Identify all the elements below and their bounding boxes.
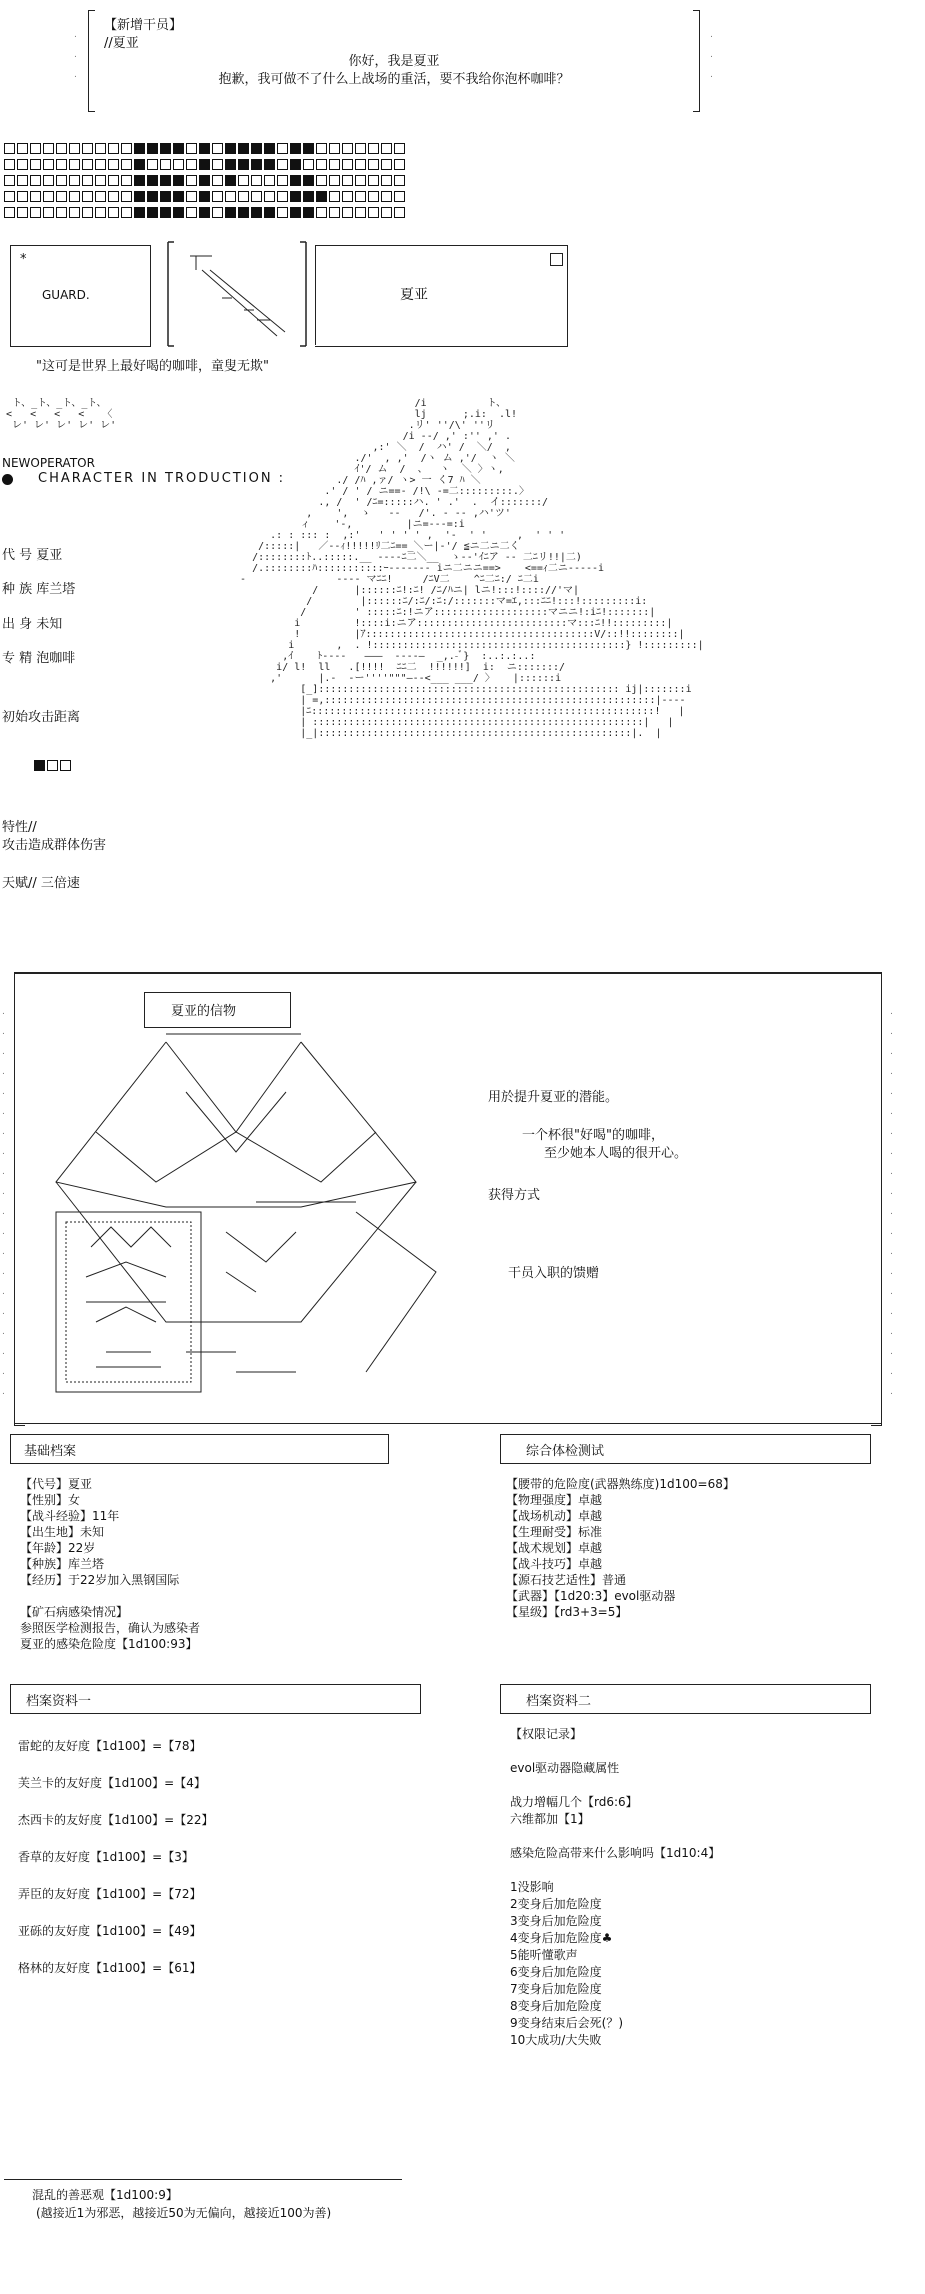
empty-square-icon <box>368 159 379 170</box>
origin-row <box>2 613 62 632</box>
basic-file-line: 【年龄】22岁 <box>20 1541 96 1555</box>
physical-line: 【物理强度】卓越 <box>506 1493 603 1507</box>
filled-square-icon <box>160 207 171 218</box>
empty-square-icon <box>277 159 288 170</box>
race-row <box>2 578 75 597</box>
empty-square-icon <box>56 159 67 170</box>
empty-square-icon <box>95 143 106 154</box>
filled-square-icon <box>147 175 158 186</box>
range-squares-icon <box>34 760 73 775</box>
skill-value: 泡咖啡 <box>36 651 76 666</box>
grid-row <box>4 159 407 172</box>
origin-label: 出 身 <box>2 617 33 632</box>
physical-line: 【生理耐受】标准 <box>506 1525 603 1539</box>
empty-square-icon <box>69 143 80 154</box>
empty-square-icon <box>355 159 366 170</box>
empty-square-icon <box>381 143 392 154</box>
empty-square-icon <box>30 207 41 218</box>
empty-square-icon <box>108 175 119 186</box>
filled-square-icon <box>290 191 301 202</box>
coffee-emblem-icon <box>36 1032 456 1402</box>
filled-square-icon <box>290 207 301 218</box>
permission-line: 5能听懂歌声 <box>510 1948 578 1962</box>
empty-square-icon <box>95 207 106 218</box>
origin-value: 未知 <box>36 617 63 632</box>
footer-line-1: 混乱的善恶观【1d100:9】 <box>32 2188 178 2202</box>
empty-square-icon <box>147 159 158 170</box>
empty-square-icon <box>342 207 353 218</box>
empty-square-icon <box>82 191 93 202</box>
empty-square-icon <box>30 143 41 154</box>
empty-square-icon <box>17 175 28 186</box>
empty-square-icon <box>264 175 275 186</box>
filled-square-icon <box>173 191 184 202</box>
filled-square-icon <box>303 191 314 202</box>
empty-square-icon <box>316 175 327 186</box>
empty-square-icon <box>381 207 392 218</box>
footer-rule <box>4 2179 402 2180</box>
filled-square-icon <box>238 207 249 218</box>
empty-square-icon <box>121 207 132 218</box>
empty-square-icon <box>69 207 80 218</box>
filled-square-icon <box>134 143 145 154</box>
empty-square-icon <box>355 143 366 154</box>
empty-square-icon <box>82 143 93 154</box>
trait-label: 特性// <box>2 820 37 835</box>
empty-square-icon <box>264 191 275 202</box>
class-star: * <box>20 252 27 267</box>
range-label: 初始攻击距离 <box>2 710 81 725</box>
footer-line-2: (越接近1为邪恶，越接近50为无偏向，越接近100为善) <box>36 2206 332 2220</box>
empty-square-icon <box>17 207 28 218</box>
empty-square-icon <box>394 175 405 186</box>
permission-line <box>510 1743 720 1760</box>
empty-square-icon <box>69 175 80 186</box>
intro-line-1: 你好，我是夏亚 <box>348 54 440 69</box>
empty-square-icon <box>212 175 223 186</box>
empty-square-icon <box>43 159 54 170</box>
file2-title: 档案资料二 <box>526 1694 592 1709</box>
empty-square-icon <box>56 191 67 202</box>
basic-file-line: 【性别】女 <box>20 1493 81 1507</box>
physical-line: 【战场机动】卓越 <box>506 1509 603 1523</box>
affinity-line: 香草的友好度【1d100】=【3】 <box>18 1850 194 1864</box>
grid-row <box>4 143 407 156</box>
empty-square-icon <box>56 207 67 218</box>
skill-label: 专 精 <box>2 651 33 666</box>
empty-square-icon <box>95 159 106 170</box>
permission-line <box>510 1777 720 1794</box>
affinity-line: 亚砾的友好度【1d100】=【49】 <box>18 1924 202 1938</box>
filled-square-icon <box>134 207 145 218</box>
basic-file-line <box>20 1588 200 1604</box>
token-title: 夏亚的信物 <box>171 1004 237 1019</box>
filled-square-icon <box>225 207 236 218</box>
class-icon-box <box>162 240 312 348</box>
empty-square-icon <box>4 159 15 170</box>
physical-line: 【战术规划】卓越 <box>506 1541 603 1555</box>
filled-square-icon <box>264 159 275 170</box>
permission-line: 7变身后加危险度 <box>510 1982 602 1996</box>
code-label: 代 号 <box>2 548 33 563</box>
permission-line: 六维都加【1】 <box>510 1812 590 1826</box>
filled-square-icon <box>290 143 301 154</box>
empty-square-icon <box>394 207 405 218</box>
empty-square-icon <box>43 143 54 154</box>
token-how-label: 获得方式 <box>488 1188 541 1203</box>
physical-line: 【腰带的危险度(武器熟练度)1d100=68】 <box>506 1477 735 1491</box>
banner-quote: "这可是世界上最好喝的咖啡，童叟无欺" <box>36 359 269 374</box>
basic-file-line: 【经历】于22岁加入黑钢国际 <box>20 1573 180 1587</box>
basic-file-line: 【代号】夏亚 <box>20 1477 93 1491</box>
token-desc-1: 用於提升夏亚的潜能。 <box>488 1090 619 1105</box>
race-label: 种 族 <box>2 582 33 597</box>
empty-square-icon <box>186 175 197 186</box>
filled-square-icon <box>251 207 262 218</box>
token-desc-3: 至少她本人喝的很开心。 <box>544 1146 688 1161</box>
permission-line: 3变身后加危险度 <box>510 1914 602 1928</box>
permission-line: 2变身后加危险度 <box>510 1897 602 1911</box>
basic-file-line: 【矿石病感染情况】 <box>20 1605 129 1619</box>
character-ascii-art: /i ト、 lj ;.i: .l! .リ' ''/\' ''リ /i --/ ,' :'' ,' . ,:' ＼ / ハ' / ＼/ , ./' , ,' /ヽ ム ,'/ ヽ ＼ ｲ'/ ム / 、 ヽ ＼ 〉ヽ, ./ /ﾊ ,ァ/ ヽ> 一 く7 ﾊ ＼ .' / ' / ニ==- /!\ -=二:::::::::.〉 ., / ' /ﾆ=:::::ハ. ' .' . イ:::::::/ , ', ゝ -- /'. ‐ -‐ ,ハ'ツ' ィ '-, |ニ=-‐‐=:i .: : ::: : ,:' ' ' ' ' , '- ' ' , ' ' ' /:::::| ／--ｨ!!!!!ﾘ二ﾆ==_＼ー|-'/ ≦ニ二ニ二く /::::::::ﾄ..:::::.__ ----ﾆ二＼__ ゝ--'ｲﾆア -- 二ﾆリ!!|二) /.::::::::ﾊ:::::::::::ｰ‐‐‐‐--- iニ二ニニ==> <==ｨ二ニ-‐‐‐‐i ‐ -‐‐‐ マﾆﾆ! /ﾆV二 ^ﾆ二ﾆ:/ ﾆ二i / |::::::ﾆ!:ﾆ! /ﾆ/ﾊニ| lニ!:::!:::://'マ| / |::::::ﾆ/:ﾆ/:ﾆ:/:::::::マ=ｴ,:::ﾆﾆ!:::!:::::::::i: / ' :::::ﾆ:!ニア:::::::::::::::::::マニニ!:iﾆ!:::::::| i !::::i:ニア:::::::::::::::::::::::::マ:::ﾆ!!:::::::::| ! |ｱ::::::::::::::::::::::::::::::::::::::V/::!!::::::::| i , . !::::::::::::::::::::::::::::::::::::::::::} !:::::::::| ,ｲ ﾄ--‐‐ ――― -‐‐‐― _,.-ﾞ} :..:.:..: i/ l! ll .[!!!! ﾆﾆ二 !!!!!!] i: ニ:::::::/ ,' |.- ‐ー''''"""―‐-<___ ___/ 〉 |::::::i [_]:::::::::::::::::::::::::::::::::::::::::::::::::: ij|:::::::i | =,:::::::::::::::::::::::::::::::::::::::::::::::::::::::|‐‐‐‐ |ﾆ:::::::::::::::::::::::::::::::::::::::::::::::::::::::::! | | :::::::::::::::::::::::::::::::::::::::::::::::::::::::| | |_|::::::::::::::::::::::::::::::::::::::::::::::::::::|. | <box>240 398 704 739</box>
empty-square-icon <box>238 191 249 202</box>
filled-square-icon <box>134 159 145 170</box>
empty-square-icon <box>251 175 262 186</box>
empty-square-icon <box>316 159 327 170</box>
trait-desc: 攻击造成群体伤害 <box>2 838 107 853</box>
intro-tag: 【新增干员】 <box>104 18 183 33</box>
class-guard: GUARD. <box>42 288 90 302</box>
filled-square-icon <box>160 191 171 202</box>
empty-square-icon <box>212 191 223 202</box>
filled-square-icon <box>199 159 210 170</box>
token-how: 干员入职的馈赠 <box>508 1266 600 1281</box>
empty-square-icon <box>212 159 223 170</box>
empty-square-icon <box>342 191 353 202</box>
empty-square-icon <box>238 175 249 186</box>
permission-line: 9变身结束后会死(？) <box>510 2016 623 2030</box>
empty-square-icon <box>82 159 93 170</box>
filled-square-icon <box>290 159 301 170</box>
affinity-line: 弄臣的友好度【1d100】=【72】 <box>18 1887 202 1901</box>
permission-line: 10大成功/大失败 <box>510 2033 602 2047</box>
empty-square-icon <box>30 159 41 170</box>
filled-square-icon <box>225 159 236 170</box>
empty-square-icon <box>17 159 28 170</box>
black-circle-icon <box>2 474 13 485</box>
code-value: 夏亚 <box>36 548 63 563</box>
filled-square-icon <box>290 175 301 186</box>
code-row <box>2 544 62 563</box>
empty-square-icon <box>368 143 379 154</box>
filled-square-icon <box>147 143 158 154</box>
permission-line <box>510 1862 720 1879</box>
empty-square-icon <box>251 191 262 202</box>
permission-line: 6变身后加危险度 <box>510 1965 602 1979</box>
empty-square-icon <box>277 143 288 154</box>
basic-file-line: 夏亚的感染危险度【1d100:93】 <box>20 1637 198 1651</box>
empty-square-icon <box>95 175 106 186</box>
empty-square-icon <box>56 143 67 154</box>
empty-square-icon <box>316 207 327 218</box>
empty-square-icon <box>95 191 106 202</box>
filled-square-icon <box>264 143 275 154</box>
empty-square-icon <box>303 159 314 170</box>
new-operator-label: NEWOPERATOR <box>2 456 95 470</box>
intro-speaker: //夏亚 <box>104 36 139 51</box>
permission-line: 1没影响 <box>510 1880 554 1894</box>
empty-square-icon <box>82 175 93 186</box>
filled-square-icon <box>199 207 210 218</box>
empty-square-icon <box>212 207 223 218</box>
file1-title: 档案资料一 <box>26 1694 92 1709</box>
empty-square-icon <box>69 159 80 170</box>
empty-square-icon <box>108 191 119 202</box>
empty-square-icon <box>394 143 405 154</box>
arrow-decoration: ト、_ト、_ト、_ト、 < < < < 〈 レ' レ' レ' レ' レ' <box>6 398 117 431</box>
basic-file-line: 【出生地】未知 <box>20 1525 105 1539</box>
empty-square-icon <box>355 207 366 218</box>
filled-square-icon <box>160 143 171 154</box>
empty-square-icon <box>394 191 405 202</box>
permission-line: 8变身后加危险度 <box>510 1999 602 2013</box>
physical-title: 综合体检测试 <box>526 1444 605 1459</box>
empty-square-icon <box>381 159 392 170</box>
filled-square-icon <box>238 143 249 154</box>
filled-square-icon <box>160 175 171 186</box>
empty-square-icon <box>212 143 223 154</box>
filled-square-icon <box>316 191 327 202</box>
empty-square-icon <box>4 175 15 186</box>
affinity-line: 芙兰卡的友好度【1d100】=【4】 <box>18 1776 206 1790</box>
name-box <box>315 245 568 347</box>
empty-square-icon <box>17 191 28 202</box>
empty-square-icon <box>329 207 340 218</box>
empty-square-icon <box>121 191 132 202</box>
physical-line: 【源石技艺适性】普通 <box>506 1573 627 1587</box>
affinity-line: 雷蛇的友好度【1d100】=【78】 <box>18 1739 202 1753</box>
intro-line-2: 抱歉，我可做不了什么上战场的重活，要不我给你泡杯咖啡？ <box>218 72 570 87</box>
grid-row <box>4 207 407 220</box>
basic-file-list <box>20 1476 200 1652</box>
basic-file-title: 基础档案 <box>24 1444 77 1459</box>
filled-square-icon <box>134 191 145 202</box>
empty-square-icon <box>355 175 366 186</box>
filled-square-icon <box>199 191 210 202</box>
empty-square-icon <box>186 191 197 202</box>
empty-square-icon <box>186 143 197 154</box>
token-section: . . . . . . . . . . . . . . . . . . . . . . . . . . . . . . . . . . . . . . . . 夏亚的信物 用於提升夏亚的潜能。 一个杯很"好喝"的咖啡， 至少她本人喝的很开心。 获得方式 干员入职的馈赠 <box>14 972 882 1424</box>
empty-square-icon <box>342 175 353 186</box>
empty-square-icon <box>121 175 132 186</box>
empty-square-icon <box>277 175 288 186</box>
filled-square-icon <box>173 175 184 186</box>
banner <box>10 240 575 374</box>
pixel-grid <box>0 143 640 228</box>
filled-square-icon <box>199 175 210 186</box>
empty-square-icon <box>121 143 132 154</box>
empty-square-icon <box>394 159 405 170</box>
empty-square-icon <box>342 143 353 154</box>
empty-square-icon <box>329 191 340 202</box>
empty-square-icon <box>329 175 340 186</box>
filled-square-icon <box>199 143 210 154</box>
empty-square-icon <box>277 191 288 202</box>
filled-square-icon <box>147 191 158 202</box>
filled-square-icon <box>303 207 314 218</box>
empty-square-icon <box>17 143 28 154</box>
empty-square-icon <box>316 143 327 154</box>
empty-square-icon <box>368 191 379 202</box>
physical-list <box>506 1476 735 1620</box>
filled-square-icon <box>303 175 314 186</box>
empty-square-icon <box>69 191 80 202</box>
sword-icon <box>162 240 312 348</box>
filled-square-icon <box>225 143 236 154</box>
talent-label: 天赋// 三倍速 <box>2 876 80 891</box>
filled-square-icon <box>238 159 249 170</box>
character-intro-label: CHARACTER IN TRODUCTION : <box>38 471 286 486</box>
empty-square-icon <box>329 159 340 170</box>
filled-square-icon <box>173 143 184 154</box>
empty-square-icon <box>277 207 288 218</box>
filled-square-icon <box>225 175 236 186</box>
permission-line: 战力增幅几个【rd6:6】 <box>510 1795 638 1809</box>
basic-file-line: 【种族】库兰塔 <box>20 1557 105 1571</box>
filled-square-icon <box>251 159 262 170</box>
empty-square-icon <box>43 191 54 202</box>
file2-list <box>510 1726 720 2049</box>
empty-square-icon <box>43 207 54 218</box>
file1-list <box>18 1728 213 1987</box>
intro-dialog: . . . . . . 【新增干员】 //夏亚 你好，我是夏亚 抱歉，我可做不了什么上战场的重活，要不我给你泡杯咖啡？ <box>88 10 700 110</box>
filled-square-icon <box>303 143 314 154</box>
permission-line: 【权限记录】 <box>510 1727 583 1741</box>
empty-square-icon <box>108 159 119 170</box>
empty-square-icon <box>4 207 15 218</box>
race-value: 库兰塔 <box>36 582 76 597</box>
permission-line <box>510 1828 720 1845</box>
empty-square-icon <box>108 143 119 154</box>
grid-row <box>4 191 407 204</box>
empty-square-icon <box>173 159 184 170</box>
skill-row <box>2 647 75 666</box>
empty-square-icon <box>30 191 41 202</box>
filled-square-icon <box>134 175 145 186</box>
basic-file-line: 【战斗经验】11年 <box>20 1509 120 1523</box>
empty-square-icon <box>4 191 15 202</box>
permission-line: evol驱动器隐藏属性 <box>510 1761 620 1775</box>
empty-square-icon <box>121 159 132 170</box>
physical-line: 【武器】【1d20:3】evol驱动器 <box>506 1589 676 1603</box>
empty-square-icon <box>225 191 236 202</box>
empty-square-icon <box>381 191 392 202</box>
empty-square-icon <box>82 207 93 218</box>
token-desc-2: 一个杯很"好喝"的咖啡， <box>522 1128 664 1143</box>
empty-square-icon <box>186 207 197 218</box>
empty-square-icon <box>368 175 379 186</box>
empty-square-icon <box>108 207 119 218</box>
filled-square-icon <box>251 143 262 154</box>
square-icon <box>550 253 563 266</box>
filled-square-icon <box>147 207 158 218</box>
empty-square-icon <box>160 159 171 170</box>
filled-square-icon <box>264 207 275 218</box>
physical-line: 【战斗技巧】卓越 <box>506 1557 603 1571</box>
empty-square-icon <box>56 175 67 186</box>
permission-line: 4变身后加危险度♣ <box>510 1931 613 1945</box>
grid-row <box>4 175 407 188</box>
banner-name: 夏亚 <box>400 287 428 303</box>
empty-square-icon <box>43 175 54 186</box>
permission-line: 感染危险高带来什么影响吗【1d10:4】 <box>510 1846 721 1860</box>
empty-square-icon <box>368 207 379 218</box>
empty-square-icon <box>4 143 15 154</box>
physical-line: 【星级】【rd3+3=5】 <box>506 1605 628 1619</box>
filled-square-icon <box>173 207 184 218</box>
empty-square-icon <box>355 191 366 202</box>
empty-square-icon <box>329 143 340 154</box>
empty-square-icon <box>186 159 197 170</box>
affinity-line: 杰西卡的友好度【1d100】=【22】 <box>18 1813 214 1827</box>
empty-square-icon <box>30 175 41 186</box>
affinity-line: 格林的友好度【1d100】=【61】 <box>18 1961 202 1975</box>
empty-square-icon <box>381 175 392 186</box>
basic-file-line: 参照医学检测报告，确认为感染者 <box>20 1621 201 1635</box>
empty-square-icon <box>342 159 353 170</box>
